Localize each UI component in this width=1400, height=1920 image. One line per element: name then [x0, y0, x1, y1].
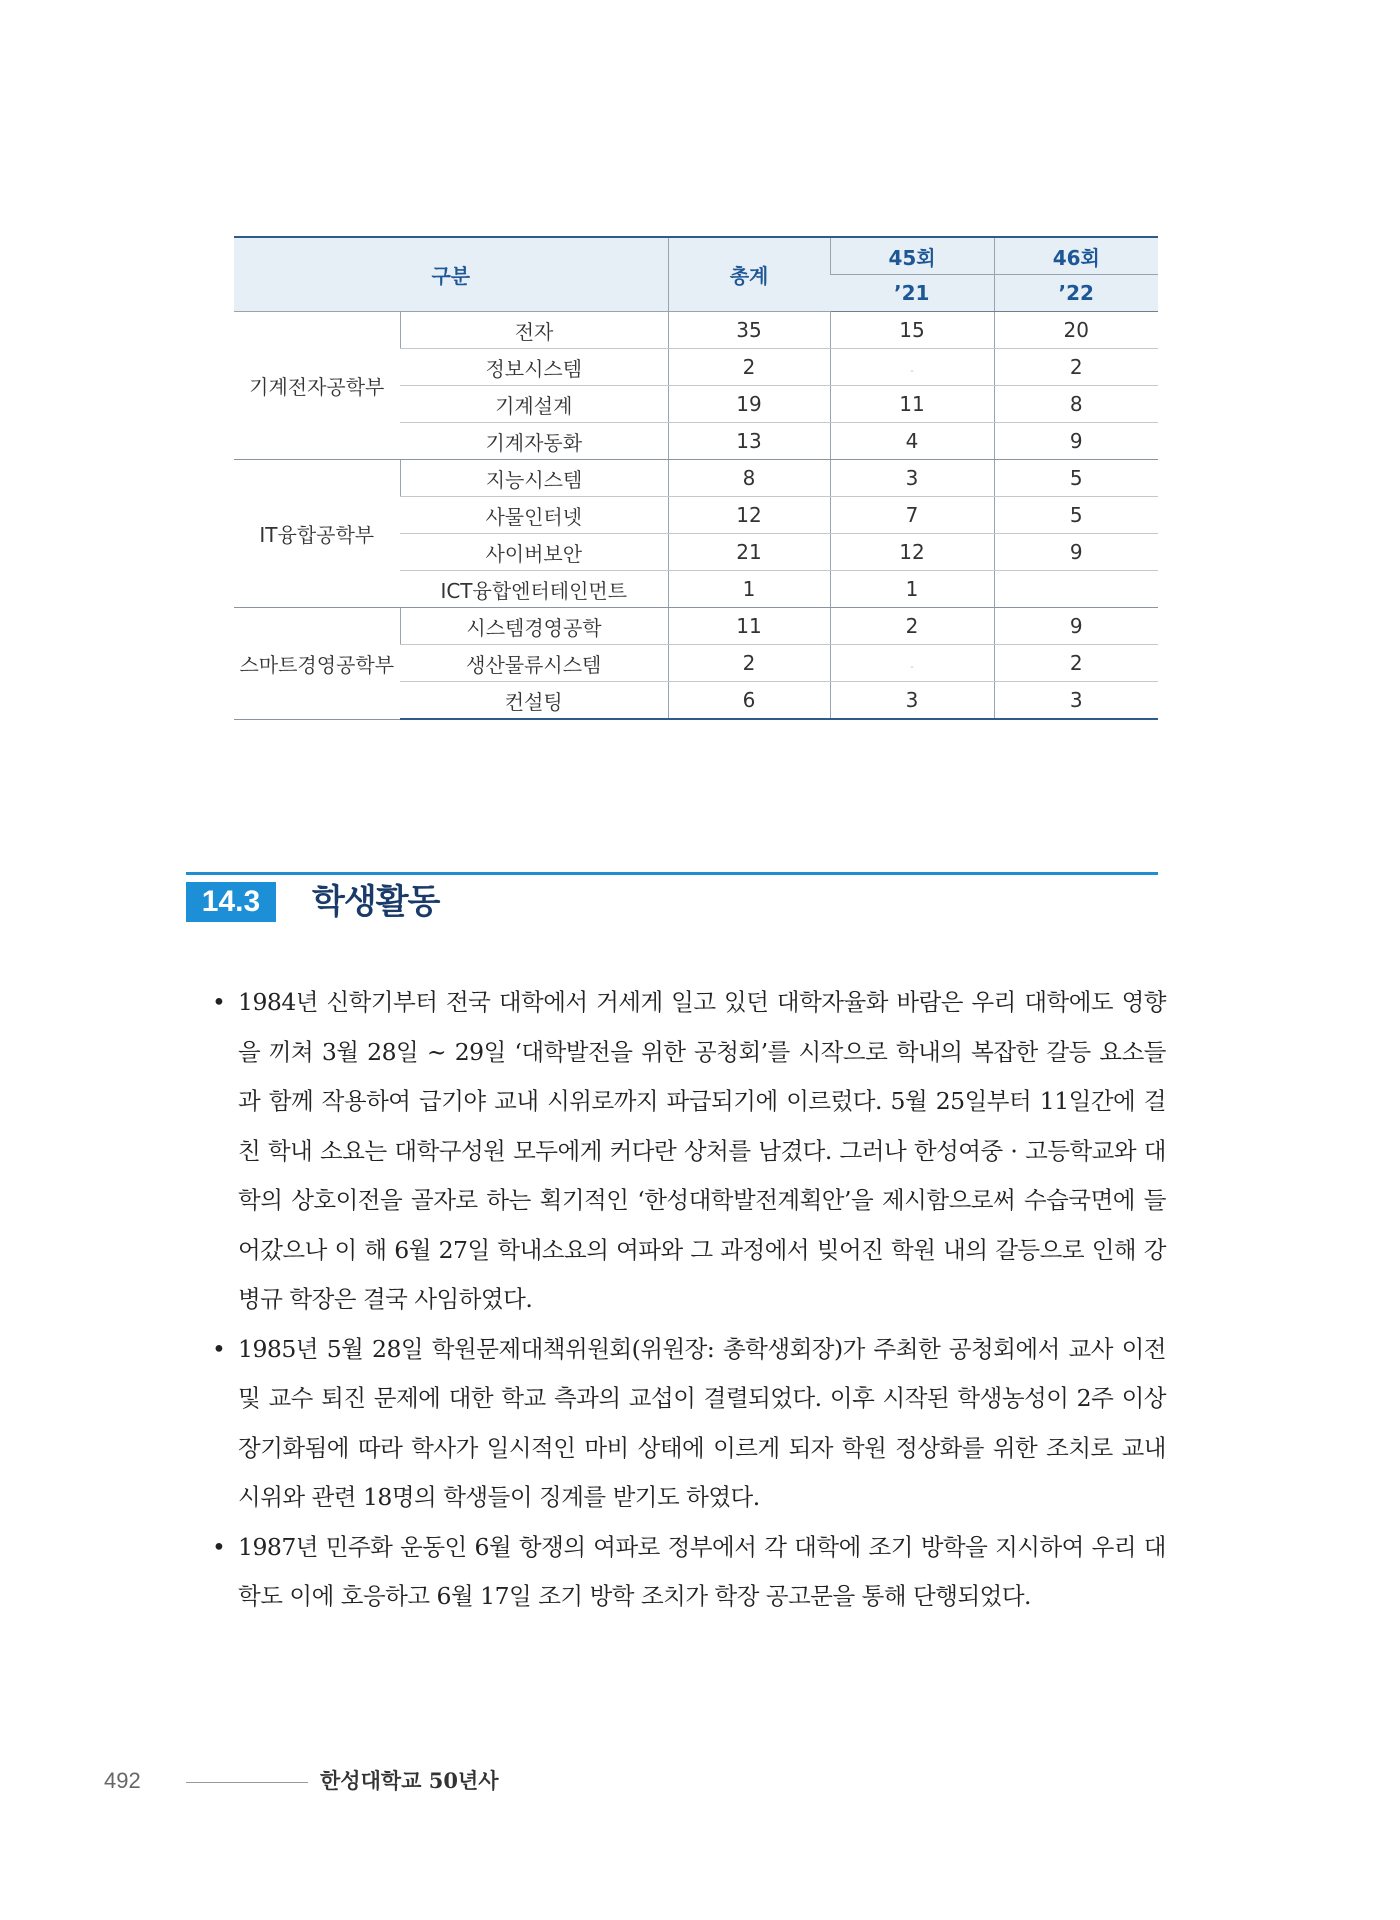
section-divider — [186, 872, 1158, 875]
dash-mark: - — [910, 662, 914, 673]
value-45-cell: 1 — [830, 571, 994, 608]
total-cell: 21 — [668, 534, 830, 571]
body-text — [208, 978, 1166, 1622]
value-46-cell: 3 — [994, 682, 1158, 720]
value-46-cell: 5 — [994, 460, 1158, 497]
total-cell: 19 — [668, 386, 830, 423]
value-46-cell: 5 — [994, 497, 1158, 534]
header-year-22: ’22 — [994, 275, 1158, 312]
value-45-cell: 3 — [830, 682, 994, 720]
dept-cell: IT융합공학부 — [234, 460, 400, 608]
total-cell: 2 — [668, 645, 830, 682]
total-cell: 2 — [668, 349, 830, 386]
page-number: 492 — [104, 1768, 141, 1793]
total-cell: 6 — [668, 682, 830, 720]
major-cell: 컨설팅 — [400, 682, 668, 720]
book-title: 한성대학교 50년사 — [320, 1768, 499, 1793]
major-cell: 사물인터넷 — [400, 497, 668, 534]
value-45-cell: 15 — [830, 312, 994, 349]
dept-cell: 스마트경영공학부 — [234, 608, 400, 720]
total-cell: 12 — [668, 497, 830, 534]
bullet-icon: • — [212, 1532, 226, 1561]
footer-divider — [186, 1782, 308, 1783]
value-45-cell — [830, 645, 994, 682]
bullet-text: 1985년 5월 28일 학원문제대책위원회(위원장: 총학생회장)가 주최한 공청회에서 교사 이전 및 교수 퇴진 문제에 대한 학교 측과의 교섭이 결렬되었다. 이후 시작된 학생농성이 2주 이상 장기화됨에 따라 학사가 일시적인 마비 상태에 이르게 되자 학원 정상화를 위한 조치로 교내 시위와 관련 18명의 학생들이 징계를 받기도 하였다. — [238, 1334, 1166, 1511]
total-cell: 1 — [668, 571, 830, 608]
total-cell: 35 — [668, 312, 830, 349]
value-46-cell: 20 — [994, 312, 1158, 349]
header-total: 총계 — [668, 237, 830, 312]
major-cell: 정보시스템 — [400, 349, 668, 386]
total-cell: 13 — [668, 423, 830, 460]
header-category: 구분 — [234, 237, 668, 312]
value-45-cell — [830, 349, 994, 386]
major-cell: ICT융합엔터테인먼트 — [400, 571, 668, 608]
header-46th: 46회 — [994, 237, 1158, 275]
value-45-cell: 7 — [830, 497, 994, 534]
bullet-paragraph — [208, 978, 1166, 1325]
major-cell: 기계자동화 — [400, 423, 668, 460]
header-45th: 45회 — [830, 237, 994, 275]
statistics-table — [234, 236, 1158, 720]
total-cell: 8 — [668, 460, 830, 497]
bullet-icon: • — [212, 1334, 226, 1363]
value-45-cell: 12 — [830, 534, 994, 571]
table-row — [234, 312, 1158, 349]
bullet-paragraph — [208, 1523, 1166, 1622]
major-cell: 전자 — [400, 312, 668, 349]
major-cell: 사이버보안 — [400, 534, 668, 571]
statistics-table-container — [234, 236, 1158, 720]
value-46-cell: 9 — [994, 534, 1158, 571]
bullet-text: 1984년 신학기부터 전국 대학에서 거세게 일고 있던 대학자율화 바람은 우리 대학에도 영향을 끼쳐 3월 28일 ~ 29일 ‘대학발전을 위한 공청회’를 시작으로 학내의 복잡한 갈등 요소들과 함께 작용하여 급기야 교내 시위로까지 파급되기에 이르렀다. 5월 25일부터 11일간에 걸친 학내 소요는 대학구성원 모두에게 커다란 상처를 남겼다. 그러나 한성여중 · 고등학교와 대학의 상호이전을 골자로 하는 획기적인 ‘한성대학발전계획안’을 제시함으로써 수습국면에 들어갔으나 이 해 6월 27일 학내소요의 여파와 그 과정에서 빚어진 학원 내의 갈등으로 인해 강병규 학장은 결국 사임하였다. — [238, 988, 1166, 1313]
value-45-cell: 3 — [830, 460, 994, 497]
table-row — [234, 460, 1158, 497]
major-cell: 생산물류시스템 — [400, 645, 668, 682]
major-cell: 기계설계 — [400, 386, 668, 423]
table-row — [234, 608, 1158, 645]
dash-mark: - — [910, 366, 914, 377]
value-45-cell: 4 — [830, 423, 994, 460]
value-45-cell: 2 — [830, 608, 994, 645]
bullet-paragraph — [208, 1325, 1166, 1523]
total-cell: 11 — [668, 608, 830, 645]
value-46-cell: 8 — [994, 386, 1158, 423]
dept-cell: 기계전자공학부 — [234, 312, 400, 460]
value-45-cell: 11 — [830, 386, 994, 423]
value-46-cell: 9 — [994, 608, 1158, 645]
value-46-cell: 2 — [994, 645, 1158, 682]
major-cell: 지능시스템 — [400, 460, 668, 497]
value-46-cell: 9 — [994, 423, 1158, 460]
major-cell: 시스템경영공학 — [400, 608, 668, 645]
header-year-21: ’21 — [830, 275, 994, 312]
section-number-badge: 14.3 — [186, 882, 276, 922]
value-46-cell: 2 — [994, 349, 1158, 386]
value-46-cell — [994, 571, 1158, 608]
bullet-icon: • — [212, 988, 226, 1016]
section-title: 학생활동 — [312, 882, 440, 922]
bullet-text: 1987년 민주화 운동인 6월 항쟁의 여파로 정부에서 각 대학에 조기 방학을 지시하여 우리 대학도 이에 호응하고 6월 17일 조기 방학 조치가 학장 공고문을 통해 단행되었다. — [238, 1532, 1166, 1610]
